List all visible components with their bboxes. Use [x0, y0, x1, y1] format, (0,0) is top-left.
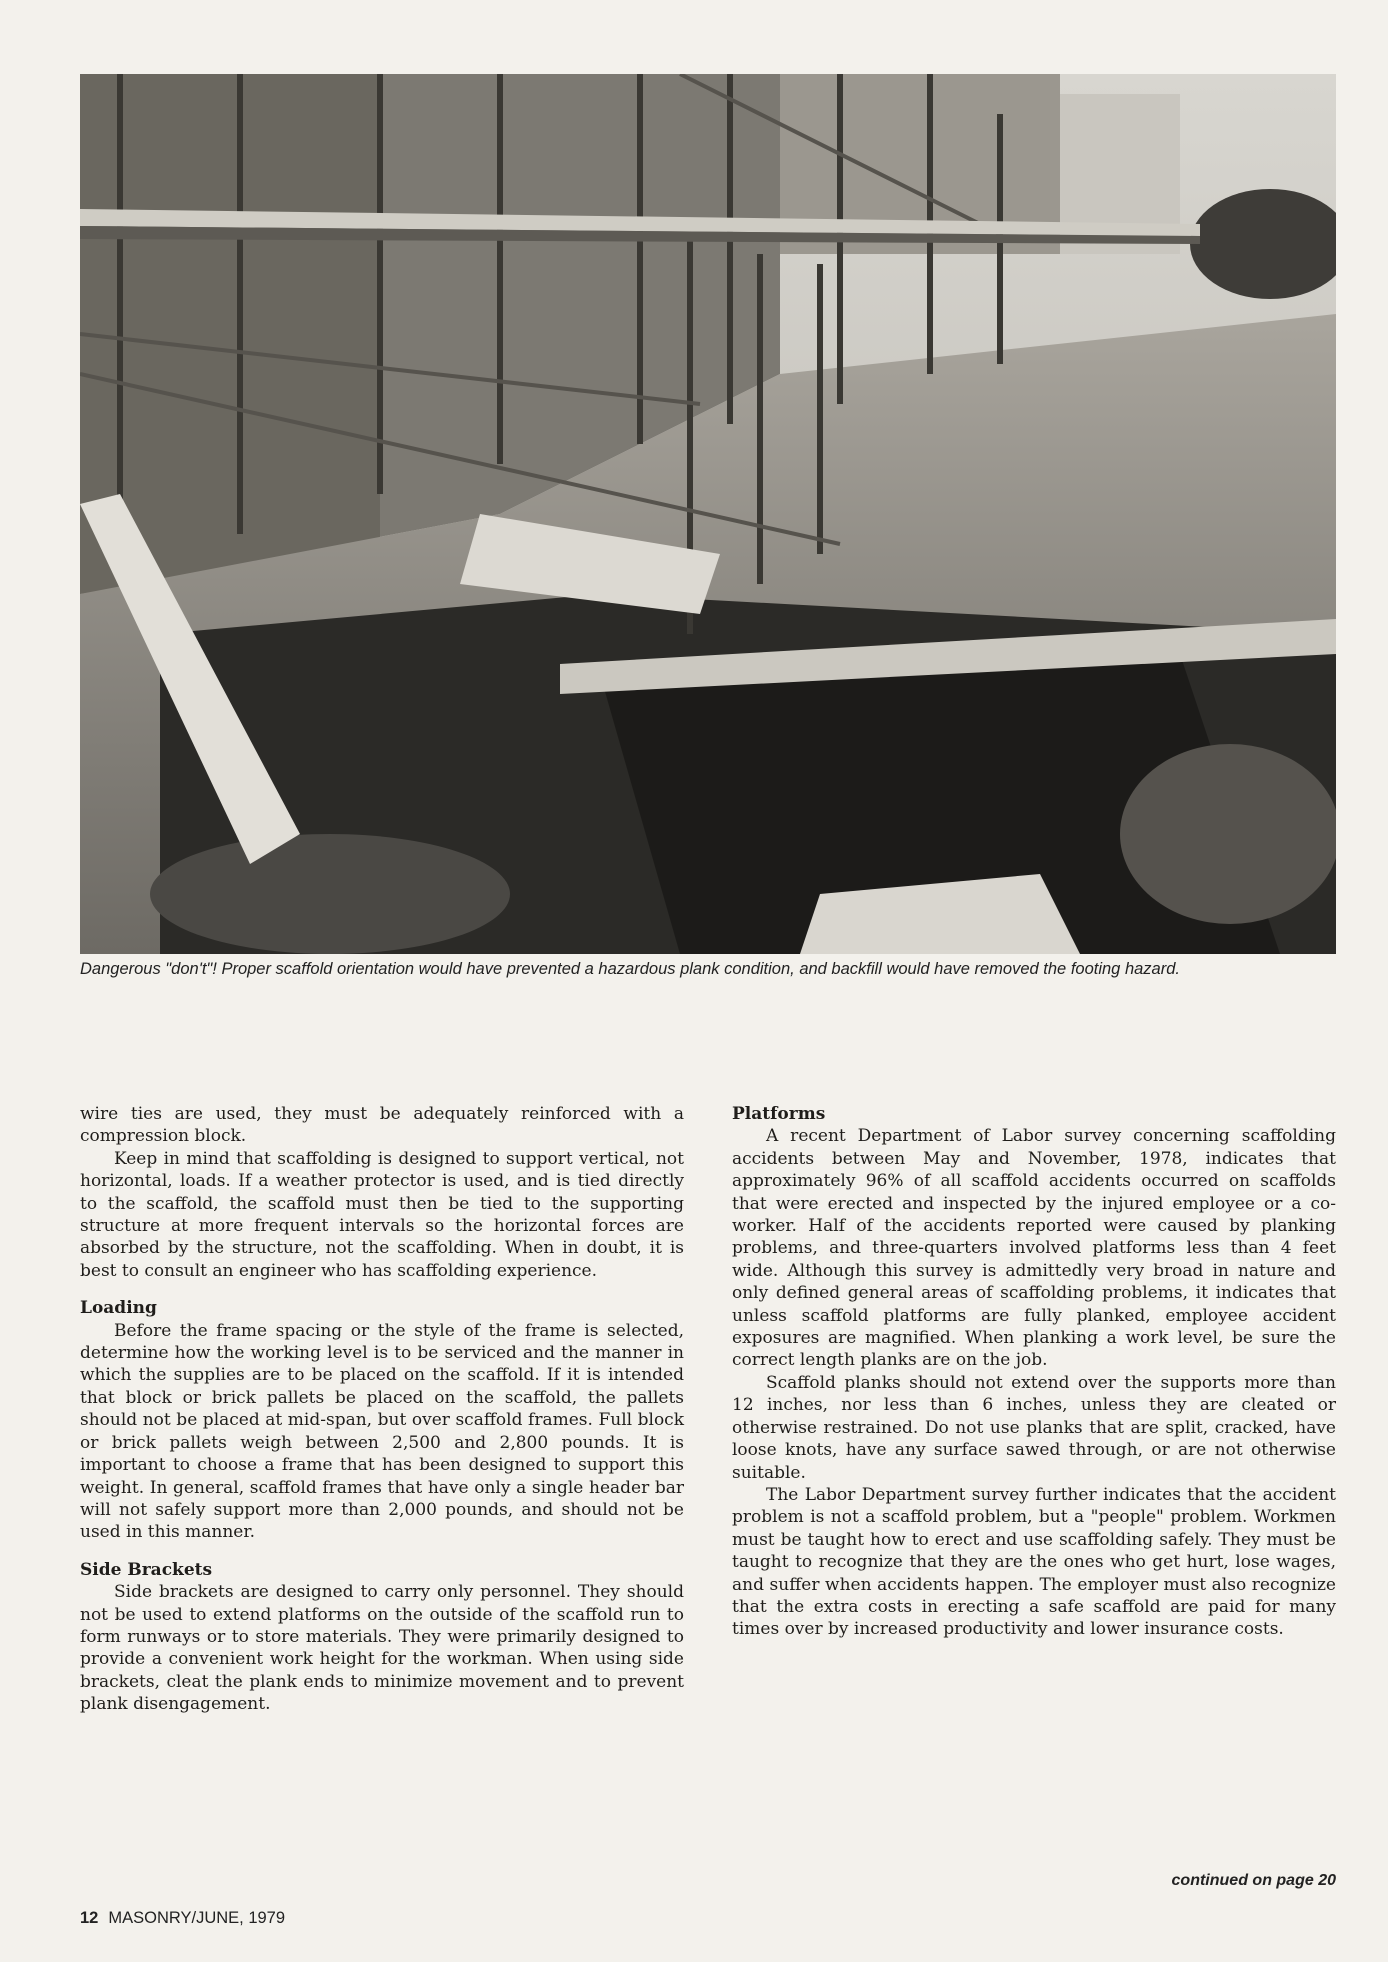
scaffold-photo-illustration	[80, 74, 1336, 954]
left-paragraph-1: wire ties are used, they must be adequately reinforced with a compression block.	[80, 1104, 684, 1147]
right-column	[732, 1103, 1336, 1641]
left-paragraph-2: Keep in mind that scaffolding is designed to support vertical, not horizontal, loads. If a weather protector is used, and is tied directly to the scaffold, the scaffold must then be tied to the supporting structure at more frequent intervals so the horizontal forces are absorbed by the structure, not the scaffolding. When in doubt, it is best to consult an engineer who has scaffolding experience.	[80, 1148, 684, 1281]
right-paragraph-3: The Labor Department survey further indicates that the accident problem is not a scaffold problem, but a "people" problem. Workmen must be taught how to erect and use scaffolding safely. They must be taught to recognize that they are the ones who get hurt, lose wages, and suffer when accidents happen. The employer must also recognize that the extra costs in erecting a safe scaffold are paid for many times over by increased productivity and lower insurance costs.	[732, 1484, 1336, 1640]
right-paragraph-2: Scaffold planks should not extend over the supports more than 12 inches, nor less than 6 inches, unless they are cleated or otherwise restrained. Do not use planks that are split, cracked, have loose knots, have any surface sawed through, or are not otherwise suitable.	[732, 1372, 1336, 1483]
page-footer	[80, 1909, 285, 1928]
right-paragraph-1: A recent Department of Labor survey concerning scaffolding accidents between May and November, 1978, indicates that approximately 96% of all scaffold accidents occurred on scaffolds that were erected and inspected by the injured employee or a co-worker. Half of the accidents reported were caused by planking problems, and three-quarters involved platforms less than 4 feet wide. Although this survey is admittedly very broad in nature and only defined general areas of scaffolding problems, it indicates that unless scaffold platforms are fully planked, employee accident exposures are magnified. When planking a work level, be sure the correct length planks are on the job.	[732, 1126, 1336, 1371]
heading-loading: Loading	[80, 1298, 157, 1319]
publication-line: MASONRY/JUNE, 1979	[108, 1909, 286, 1927]
page-number: 12	[80, 1909, 99, 1927]
left-paragraph-3: Before the frame spacing or the style of the frame is selected, determine how the working level is to be serviced and the manner in which the supplies are to be placed on the scaffold. If it is intended that block or brick pallets be placed on the scaffold, the pallets should not be placed at mid-span, but over scaffold frames. Full block or brick pallets weigh between 2,500 and 2,800 pounds. It is important to choose a frame that has been designed to support this weight. In general, scaffold frames that have only a single header bar will not safely support more than 2,000 pounds, and should not be used in this manner.	[80, 1320, 684, 1543]
article-photo	[80, 74, 1336, 954]
left-paragraph-4: Side brackets are designed to carry only personnel. They should not be used to extend platforms on the outside of the scaffold run to form runways or to store materials. They were primarily designed to provide a convenient work height for the workman. When using side brackets, cleat the plank ends to minimize movement and to prevent plank disengagement.	[80, 1582, 684, 1715]
photo-caption: Dangerous "don't"! Proper scaffold orientation would have prevented a hazardous plank condition, and backfill would have removed the footing hazard.	[80, 960, 1180, 978]
left-column	[80, 1103, 684, 1716]
continued-note: continued on page 20	[1171, 1872, 1336, 1889]
heading-side-brackets: Side Brackets	[80, 1559, 213, 1580]
heading-platforms: Platforms	[732, 1104, 826, 1124]
